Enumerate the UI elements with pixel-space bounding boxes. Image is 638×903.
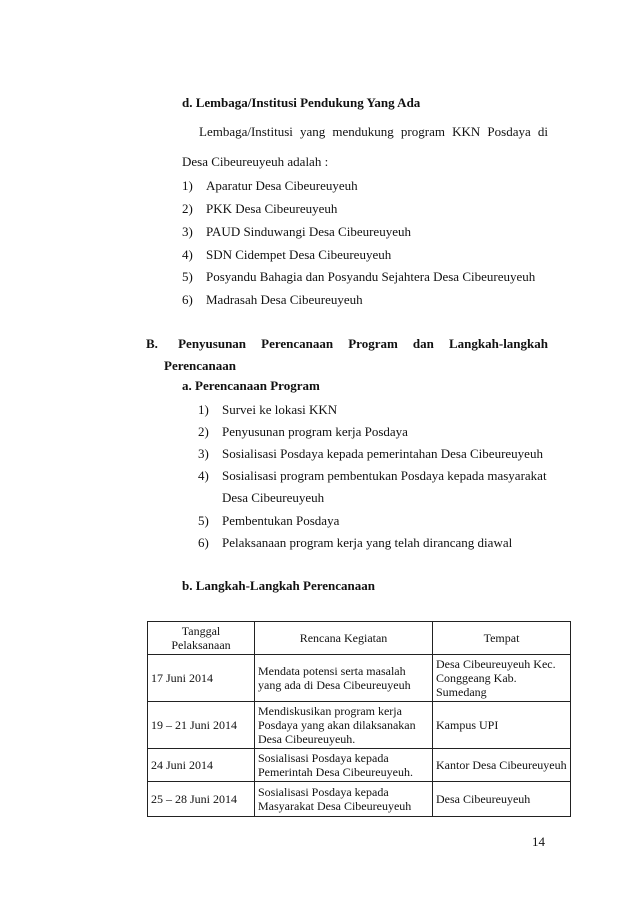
- list-item-number: 5): [182, 269, 193, 284]
- cell-rencana-kegiatan: Mendata potensi serta masalah yang ada di Desa Cibeureuyeuh: [255, 655, 433, 702]
- list-item-text: Penyusunan program kerja Posdaya: [222, 424, 408, 439]
- section-b-line-2: Perencanaan: [164, 358, 236, 373]
- list-item-text: PKK Desa Cibeureuyeuh: [206, 201, 338, 216]
- page-number: 14: [532, 834, 545, 849]
- table-row: [148, 749, 571, 782]
- table-row: [148, 702, 571, 749]
- list-item-number: 4): [198, 468, 209, 483]
- paragraph-line-1: Lembaga/Institusi yang mendukung program KKN Posdaya di: [199, 124, 548, 139]
- cell-tanggal: 17 Juni 2014: [148, 655, 255, 702]
- planning-table: [147, 621, 571, 817]
- section-b-word-3: Program: [348, 336, 398, 351]
- header-tanggal: Tanggal Pelaksanaan: [148, 622, 255, 655]
- list-item-number: 1): [198, 402, 209, 417]
- table-header-row: [148, 622, 571, 655]
- section-d-heading: d. Lembaga/Institusi Pendukung Yang Ada: [182, 95, 421, 110]
- cell-tempat: Kantor Desa Cibeureuyeuh: [433, 749, 571, 782]
- subsection-b-heading: b. Langkah-Langkah Perencanaan: [182, 578, 376, 593]
- list-item-text: Sosialisasi Posdaya kepada pemerintahan Desa Cibeureuyeuh: [222, 446, 543, 461]
- cell-tanggal: 25 – 28 Juni 2014: [148, 782, 255, 817]
- list-item-number: 1): [182, 178, 193, 193]
- list-item-text: Survei ke lokasi KKN: [222, 402, 338, 417]
- section-b-word-4: dan: [412, 336, 434, 351]
- list-item-text: Sosialisasi program pembentukan Posdaya kepada masyarakat: [222, 468, 547, 483]
- cell-tanggal: 24 Juni 2014: [148, 749, 255, 782]
- section-b-heading: [146, 336, 548, 373]
- list-item-number: 6): [198, 535, 209, 550]
- list-item-number: 5): [198, 513, 209, 528]
- cell-tempat: Kampus UPI: [433, 702, 571, 749]
- cell-tempat: Desa Cibeureuyeuh: [433, 782, 571, 817]
- list-item-text: Posyandu Bahagia dan Posyandu Sejahtera Desa Cibeureuyeuh: [206, 269, 536, 284]
- list-item-text: SDN Cidempet Desa Cibeureuyeuh: [206, 247, 392, 262]
- cell-rencana-kegiatan: Mendiskusikan program kerja Posdaya yang akan dilaksanakan Desa Cibeureuyeuh.: [255, 702, 433, 749]
- list-item-number: 2): [198, 424, 209, 439]
- cell-tanggal: 19 – 21 Juni 2014: [148, 702, 255, 749]
- table-row: [148, 655, 571, 702]
- table-row: [148, 782, 571, 817]
- section-d-paragraph: [182, 117, 548, 177]
- list-item-number: 3): [198, 446, 209, 461]
- section-b-word-1: Penyusunan: [178, 336, 247, 351]
- list-item-number: 3): [182, 224, 193, 239]
- header-rencana-kegiatan: Rencana Kegiatan: [255, 622, 433, 655]
- section-b-letter: B.: [146, 336, 158, 351]
- list-item-text: Pelaksanaan program kerja yang telah dirancang diawal: [222, 535, 513, 550]
- cell-rencana-kegiatan: Sosialisasi Posdaya kepada Masyarakat Desa Cibeureuyeuh: [255, 782, 433, 817]
- list-item-number: 2): [182, 201, 193, 216]
- paragraph-line-2: Desa Cibeureuyeuh adalah :: [182, 154, 329, 169]
- cell-tempat: Desa Cibeureuyeuh Kec. Conggeang Kab. Sumedang: [433, 655, 571, 702]
- section-b-word-2: Perencanaan: [261, 336, 334, 351]
- list-item-number: 4): [182, 247, 193, 262]
- list-item-text: Aparatur Desa Cibeureuyeuh: [206, 178, 358, 193]
- list-item-text: Madrasah Desa Cibeureuyeuh: [206, 292, 363, 307]
- list-item-number: 6): [182, 292, 193, 307]
- list-item-text: PAUD Sinduwangi Desa Cibeureuyeuh: [206, 224, 411, 239]
- list-item-text: Desa Cibeureuyeuh: [222, 490, 325, 505]
- section-b-word-5: Langkah-langkah: [449, 336, 548, 351]
- list-item-text: Pembentukan Posdaya: [222, 513, 340, 528]
- subsection-a-heading: a. Perencanaan Program: [182, 378, 320, 393]
- cell-rencana-kegiatan: Sosialisasi Posdaya kepada Pemerintah Desa Cibeureuyeuh.: [255, 749, 433, 782]
- header-tempat: Tempat: [433, 622, 571, 655]
